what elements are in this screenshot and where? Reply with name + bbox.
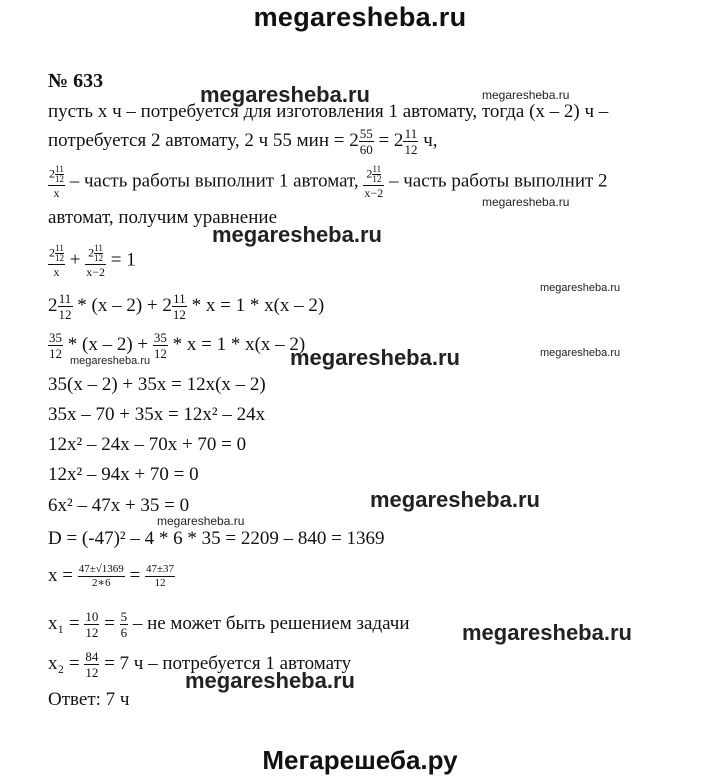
text: = 7 ч – потребуется 1 автомату	[99, 652, 352, 674]
watermark: megaresheba.ru	[370, 487, 540, 512]
fraction: $\frac{55}{60}$	[359, 126, 373, 157]
fraction: $\frac{47\pm 37}{12}$	[146, 563, 175, 589]
footer-watermark: Мегарешеба.ру	[262, 745, 458, 775]
watermark: megaresheba.ru	[482, 88, 570, 102]
fraction: $\frac{35}{12}$	[153, 330, 167, 361]
watermark: megaresheba.ru	[482, 195, 570, 209]
text: * (х – 2) +	[63, 333, 153, 355]
solution-line-5	[48, 244, 136, 278]
fraction: $\frac{84}{12}$	[85, 649, 99, 680]
text: * х = 1 * х(х – 2)	[186, 294, 325, 316]
fraction: $\frac{11}{12}$	[404, 126, 418, 157]
text: потребуется 2 автомату, 2 ч 55 мин = 2	[48, 129, 359, 151]
text: – часть работы выполнит 2	[384, 170, 608, 192]
watermark: megaresheba.ru	[462, 620, 632, 645]
solution-line-1: пусть х ч – потребуется для изготовления 1 автомату, тогда (х – 2) ч –	[48, 101, 609, 122]
fraction: 2 $\frac{11}{12}$ х	[49, 164, 64, 200]
fraction: $\frac{35}{12}$	[49, 330, 62, 361]
watermark: megaresheba.ru	[290, 345, 460, 370]
solution-line-12: 6х² – 47х + 35 = 0	[48, 495, 190, 516]
solution-line-7	[48, 331, 305, 360]
answer-line: Ответ: 7 ч	[48, 689, 130, 710]
fraction: 2 $\frac{11}{12}$ х−2	[364, 164, 384, 200]
fraction: $\frac{11}{12}$	[172, 291, 186, 322]
solution-line-14	[48, 564, 175, 589]
text: х =	[48, 564, 78, 586]
text: х₁ =	[48, 612, 85, 634]
solution-line-10: 12х² – 24х – 70х + 70 = 0	[48, 434, 247, 455]
solution-line-8: 35(х – 2) + 35х = 12х(х – 2)	[48, 374, 266, 395]
text: * (х – 2) + 2	[72, 294, 172, 316]
solution-line-16	[48, 650, 351, 679]
watermark: megaresheba.ru	[70, 355, 151, 367]
fraction: $\frac{10}{12}$	[85, 609, 99, 640]
watermark: megaresheba.ru	[185, 668, 355, 693]
text: = 2	[373, 129, 404, 151]
solution-line-13: D = (-47)² – 4 * 6 * 35 = 2209 – 840 = 1369	[48, 528, 385, 549]
solution-line-9: 35х – 70 + 35х = 12х² – 24х	[48, 404, 266, 425]
text: +	[65, 249, 86, 271]
solution-line-2	[48, 127, 438, 156]
solution-line-3	[48, 165, 608, 199]
fraction: $\frac{47\pm√1369}{2∗6}$	[78, 563, 124, 589]
watermark: megaresheba.ru	[157, 514, 245, 528]
problem-number: № 633	[48, 70, 104, 92]
text: х₂ =	[48, 652, 85, 674]
watermark: megaresheba.ru	[200, 82, 370, 107]
watermark: megaresheba.ru	[212, 222, 382, 247]
text: ч,	[418, 129, 438, 151]
watermark: megaresheba.ru	[540, 347, 621, 359]
watermark: megaresheba.ru	[540, 282, 621, 294]
text: * х = 1 * х(х – 2)	[167, 333, 306, 355]
text: =	[99, 612, 120, 634]
fraction: 2 $\frac{11}{12}$ х	[49, 243, 64, 279]
fraction: $\frac{5}{6}$	[120, 609, 128, 640]
text: – не может быть решением задачи	[128, 612, 410, 634]
text: = 1	[106, 249, 136, 271]
solution-line-11: 12х² – 94х + 70 = 0	[48, 464, 199, 485]
text: =	[124, 564, 146, 586]
fraction: 2 $\frac{11}{12}$ х−2	[86, 243, 105, 279]
solution-line-15	[48, 610, 410, 639]
solution-line-4: автомат, получим уравнение	[48, 207, 278, 228]
text: – часть работы выполнит 1 автомат,	[65, 170, 364, 192]
header-watermark: megaresheba.ru	[253, 2, 467, 32]
fraction: $\frac{11}{12}$	[58, 291, 72, 322]
solution-line-6: 2 $\frac{11}{12}$ * (х – 2) + 2 $\frac{11}{12}$ * х = 1 * х(х – 2)	[48, 291, 325, 322]
